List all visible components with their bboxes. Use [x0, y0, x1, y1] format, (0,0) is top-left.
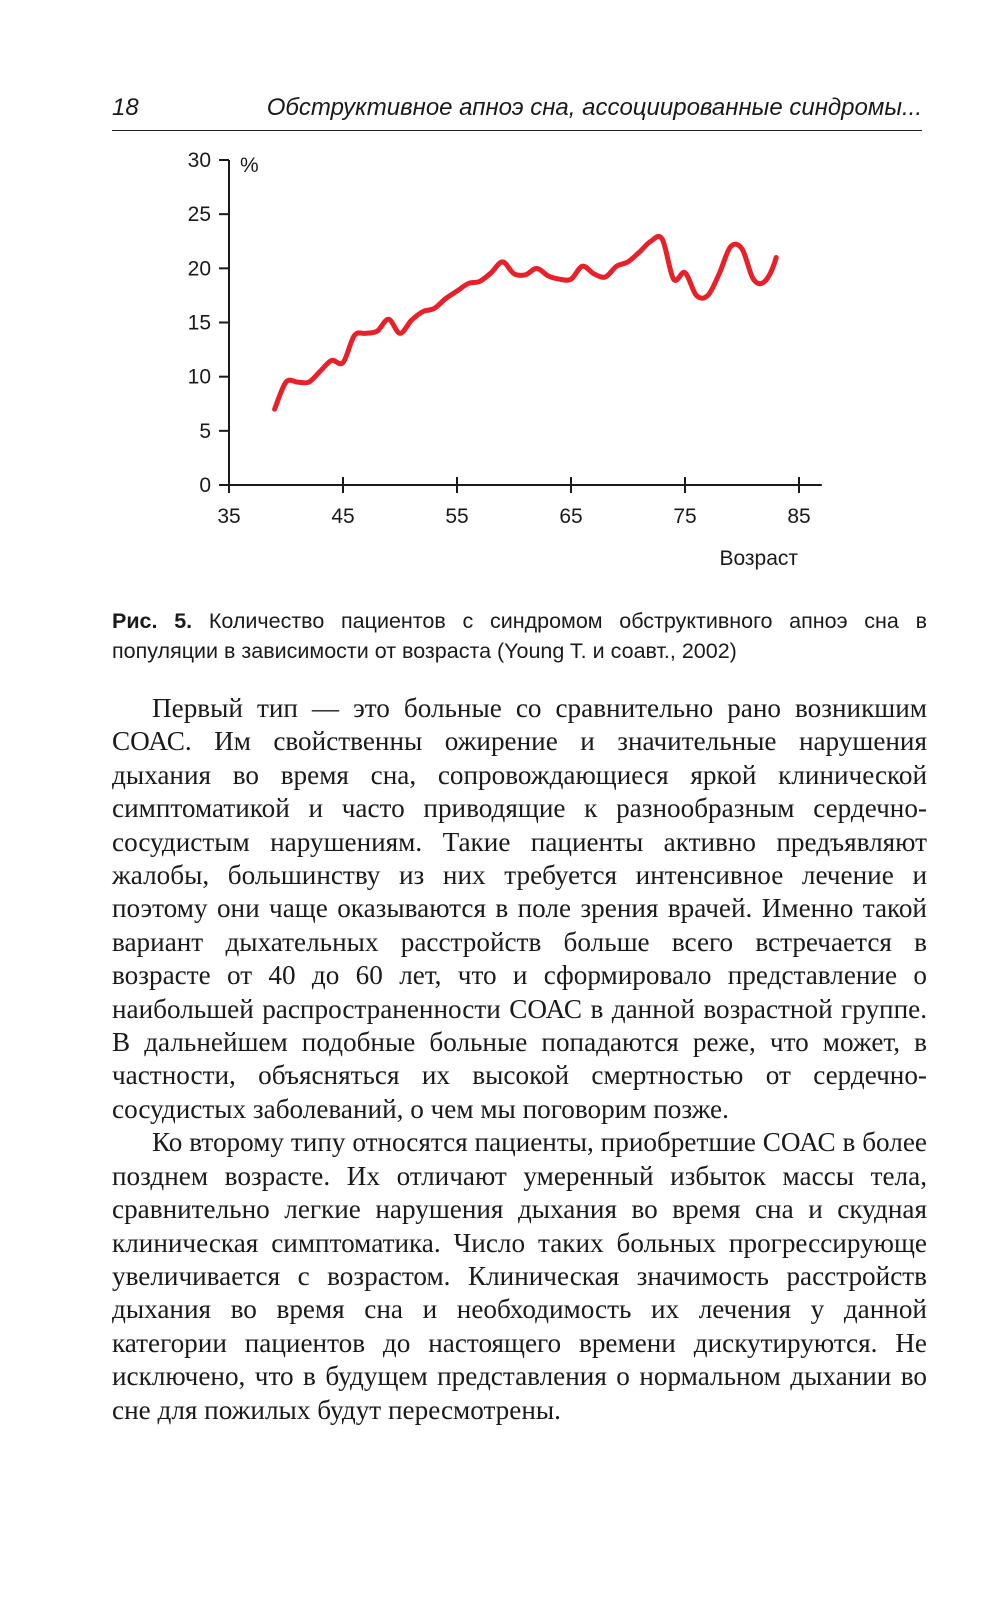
y-tick-label: 15	[187, 311, 211, 335]
x-axis-label: Возраст	[719, 547, 798, 570]
x-tick-label: 75	[673, 505, 697, 528]
y-tick-label: 20	[187, 257, 211, 281]
paragraph-1: Первый тип — это больные со сравнительно рано возникшим СОАС. Им свойственны ожирение и значительные нарушения дыхания во время сна, сопровождающиеся яркой клинической симптоматикой и часто приводящие к разнообразным сердечно-сосудистым нарушениям. Такие пациенты активно предъявляют жалобы, большинству из них требуется интенсивное лечение и поэтому они чаще оказываются в поле зрения врачей. Именно такой вариант дыхательных расстройств больше всего встречается в возрасте от 40 до 60 лет, что и сформировало представление о наибольшей распространенности СОАС в данной возрастной группе. В дальнейшем подобные больные попадаются реже, что может, в частности, объясняться их высокой смертностью от сердечно-сосудистых заболеваний, о чем мы поговорим позже.	[112, 693, 927, 1124]
y-tick-label: 5	[199, 419, 211, 443]
x-tick-label: 85	[787, 505, 811, 528]
body-text	[112, 692, 927, 1427]
y-tick-label: 25	[187, 203, 211, 227]
x-tick-label: 35	[217, 505, 241, 528]
figure-caption-text: Количество пациентов с синдромом обструктивного апноэ сна в популяции в зависимости от возраста (Young T. и соавт., 2002)	[112, 609, 927, 663]
running-title: Обструктивное апноэ сна, ассоциированные синдромы...	[266, 94, 922, 121]
y-tick-label: 10	[187, 365, 211, 389]
paragraph-2: Ко второму типу относятся пациенты, приобретшие СОАС в более позднем возрасте. Их отличают умеренный избыток массы тела, сравнительно легкие нарушения дыхания во время сна и скудная клиническая симптоматика. Число таких больных прогрессирующе увеличивается с возрастом. Клиническая значимость расстройств дыхания во время сна и необходимость их лечения у данной категории пациентов до настоящего времени дискутируются. Не исключено, что в будущем представления о нормальном дыхании во сне для пожилых будут пересмотрены.	[112, 1127, 927, 1425]
chart-series	[275, 140, 799, 409]
page-number: 18	[112, 94, 139, 121]
figure-label: Рис. 5.	[112, 609, 193, 633]
age-prevalence-chart	[0, 140, 1000, 600]
page-header	[112, 90, 922, 131]
y-tick-label: 30	[187, 149, 211, 172]
y-axis-label: %	[240, 154, 259, 177]
series-line	[275, 236, 777, 409]
chart-svg	[0, 140, 1000, 600]
chart-ticks	[188, 149, 811, 528]
x-tick-label: 65	[559, 505, 583, 528]
chart-axes	[229, 160, 822, 485]
figure-caption	[112, 606, 927, 666]
x-tick-label: 55	[445, 505, 469, 528]
x-tick-label: 45	[331, 505, 355, 528]
y-tick-label: 0	[199, 474, 211, 497]
